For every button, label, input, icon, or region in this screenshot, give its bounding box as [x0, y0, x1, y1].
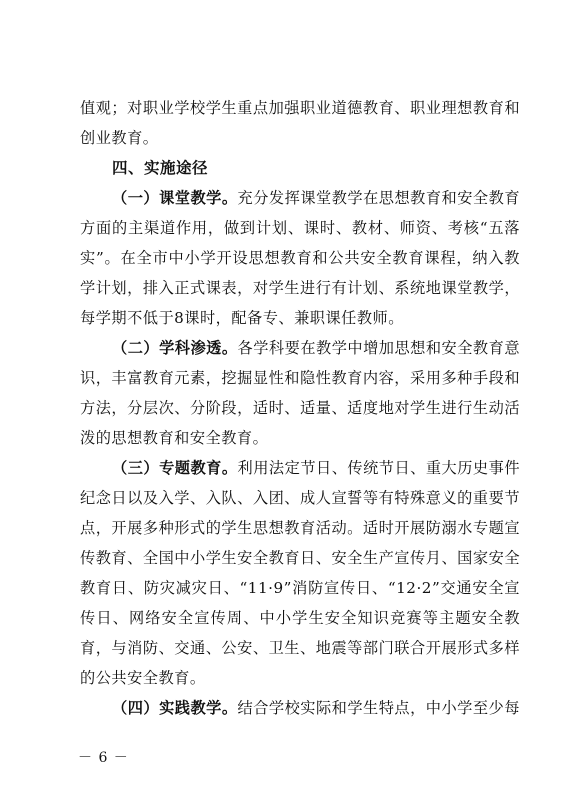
item-paragraph-3 — [80, 453, 520, 693]
item-text: 结合学校实际和学生特点，中小学至少每 — [237, 699, 520, 717]
item-text: 各学科要在教学中增加思想和安全教育意识，丰富教育元素，挖掘显性和隐性教育内容，采用多种手段和方法，分层次、分阶段，适时、适量、适度地对学生进行生动活泼的思想教育和安全教育。 — [80, 339, 521, 447]
item-lead: （三）专题教育。 — [112, 459, 238, 477]
item-lead: （四）实践教学。 — [112, 699, 238, 717]
item-paragraph-2 — [80, 333, 520, 453]
paragraph-text: 值观；对职业学校学生重点加强职业道德教育、职业理想教育和创业教育。 — [80, 99, 520, 147]
item-lead: （二）学科渗透。 — [112, 339, 238, 357]
item-paragraph-1 — [80, 183, 520, 333]
item-paragraph-4 — [80, 693, 520, 723]
item-text: 利用法定节日、传统节日、重大历史事件纪念日以及入学、入队、入团、成人宣誓等有特殊意义的重要节点，开展多种形式的学生思想教育活动。适时开展防溺水专题宣传教育、全国中小学生安全教育日、安全生产宣传月、国家安全教育日、防灾减灾日、“11·9”消防宣传日、“12·2”交通安全宣传日、网络安全宣传周、中小学生安全知识竞赛等主题安全教育，与消防、交通、公安、卫生、地震等部门联合开展形式多样的公共安全教育。 — [80, 459, 521, 687]
document-body — [80, 93, 520, 723]
item-text: 充分发挥课堂教学在思想教育和安全教育方面的主渠道作用，做到计划、课时、教材、师资、考核“五落实”。在全市中小学开设思想教育和公共安全教育课程，纳入教学计划，排入正式课表，对学生进行有计划、系统地课堂教学，每学期不低于8课时，配备专、兼职课任教师。 — [80, 189, 521, 327]
page-number: － 6 － — [78, 750, 129, 766]
continuation-paragraph — [80, 93, 520, 153]
item-lead: （一）课堂教学。 — [112, 189, 238, 207]
section-heading: 四、实施途径 — [112, 159, 209, 177]
